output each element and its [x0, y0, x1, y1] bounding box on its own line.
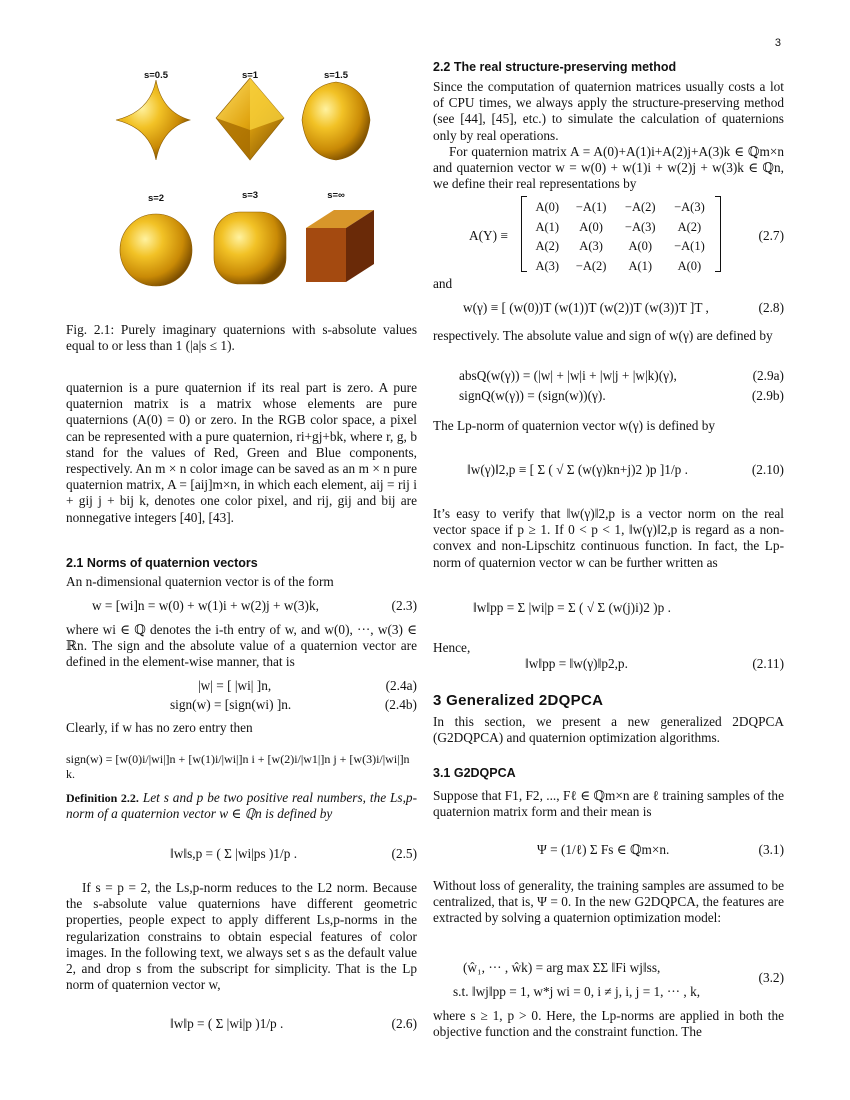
- matrix-cell: A(1): [628, 258, 653, 273]
- figure-caption: Fig. 2.1: Purely imaginary quaternions with s-absolute values equal to or less than 1 (|a|s ≤ 1).: [66, 322, 417, 354]
- section-2-1-heading: 2.1 Norms of quaternion vectors: [66, 556, 258, 570]
- shape-s2: [120, 214, 192, 286]
- section-2-2-heading: 2.2 The real structure-preserving method: [433, 60, 677, 74]
- right-para-5: It’s easy to verify that ‖w(γ)‖2,p is a vector norm on the real vector space if p ≥ 1. If 0 < p < 1, ‖w(γ)‖2,p is regard as a non-convex and non-Lipschitz continuous function. In fact, the Lp-norm of quaternion vector w can be further written as: [433, 506, 784, 570]
- matrix-row: [528, 257, 714, 277]
- matrix-cell: A(0): [579, 219, 603, 234]
- section-3-1-heading: 3.1 G2DQPCA: [433, 766, 516, 780]
- matrix-cell: A(2): [535, 239, 560, 253]
- equation-2-5: ‖w‖s,p = ( Σ |wi|ps )1/p .: [170, 846, 298, 861]
- matrix-cell: A(0): [677, 258, 702, 273]
- equation-2-3-number: (2.3): [391, 598, 417, 613]
- equation-2-11: ‖w‖pp = ‖w(γ)‖p2,p.: [525, 656, 628, 671]
- right-para-8: Without loss of generality, the training samples are assumed to be centralized, that is, Ψ = 0. In the new G2DQPCA, the features are extracted by solving a quaternion optimization model:: [433, 878, 784, 926]
- left-para-2: An n-dimensional quaternion vector is of the form: [66, 574, 334, 589]
- definition-head: Definition 2.2.: [66, 791, 139, 805]
- matrix-body: [528, 198, 714, 276]
- matrix-cell: A(2): [677, 219, 702, 234]
- matrix-cell: −A(1): [674, 239, 705, 253]
- equation-2-10: ‖w(γ)‖2,p ≡ [ Σ ( √ Σ (w(γ)kn+j)2 )p ]1/p .: [467, 462, 688, 477]
- equation-2-7-number: (2.7): [758, 228, 784, 243]
- label-sinf: s=∞: [327, 190, 345, 201]
- label-s05: s=0.5: [143, 70, 169, 81]
- equation-3-1: Ψ = (1/ℓ) Σ Fs ∈ ℚm×n.: [537, 842, 670, 857]
- figure-2-1: [66, 60, 417, 320]
- right-para-9: where s ≥ 1, p > 0. Here, the Lp-norms are applied in both the objective function and the constraint function. The: [433, 1008, 784, 1040]
- matrix-cell: A(0): [535, 200, 560, 214]
- equation-2-4b: sign(w) = [sign(wi) ]n.: [170, 697, 292, 712]
- equation-3-2-objective: (ŵ₁, ··· , ŵk) = arg max ΣΣ ‖Fi wj‖ss,: [463, 960, 661, 975]
- left-para-3: where wi ∈ ℚ denotes the i-th entry of w, and w(0), ···, w(3) ∈ ℝn. The sign and the absolute value of a quaternion vector are defined in the element-wise manner, that is: [66, 622, 417, 670]
- left-para-1: quaternion is a pure quaternion if its real part is zero. A pure quaternion matrix is a matrix whose elements are pure quaternions (A(0) = 0) or zero. In the RGB color space, a pixel can be represented with a pure quaternion, ri+gj+bk, where r, g, b stand for the values of Red, Green and Blue components, respectively. An m × n color image can be saved as an m × n pure quaternion matrix, A = [aij]m×n, in which each element, aij = rij i + gij j + bij k, denotes one color pixel, and rij, gij and bij are nonnegative integers [40], [43].: [66, 380, 417, 525]
- section-3-heading: 3 Generalized 2DQPCA: [433, 692, 604, 709]
- label-s15: s=1.5: [323, 70, 349, 81]
- matrix-cell: −A(1): [575, 200, 607, 214]
- right-para-6: In this section, we present a new generalized 2DQPCA (G2DQPCA) and quaternion optimization algorithms.: [433, 714, 784, 746]
- matrix-cell: −A(3): [674, 200, 705, 214]
- equation-2-6-number: (2.6): [391, 1016, 417, 1031]
- equation-3-2-constraint: s.t. ‖wj‖pp = 1, w*j wi = 0, i ≠ j, i, j = 1, ··· , k,: [453, 984, 701, 999]
- equation-3-2-number: (3.2): [758, 970, 784, 985]
- matrix-cell: A(3): [535, 258, 560, 273]
- equation-2-10-number: (2.10): [751, 462, 784, 477]
- equation-2-5-number: (2.5): [391, 846, 417, 861]
- matrix-cell: −A(3): [624, 219, 656, 234]
- equation-2-9a: absQ(w(γ)) = (|w| + |w|i + |w|j + |w|k)(γ),: [459, 368, 677, 383]
- shape-s15: [302, 82, 370, 160]
- page-number: 3: [774, 37, 781, 49]
- equation-2-9a-number: (2.9a): [752, 368, 784, 383]
- matrix-row: [528, 218, 714, 238]
- equation-2-8: w(γ) ≡ [ (w(0))T (w(1))T (w(2))T (w(3))T ]T ,: [463, 300, 709, 315]
- equation-3-1-number: (3.1): [758, 842, 784, 857]
- equation-2-9b-number: (2.9b): [751, 388, 784, 403]
- left-para-5: If s = p = 2, the Ls,p-norm reduces to the L2 norm. Because the s-absolute value quaternions have different geometric properties, people expect to apply different Ls,p-norms in the regularization constrains to obtain especial features of color images. In the following text, we always set s as the default value 2, and drop s from the subscript for simplicity. That is the Lp norm of quaternion vector w,: [66, 880, 417, 993]
- right-para-3: respectively. The absolute value and sign of w(γ) are defined by: [433, 328, 773, 343]
- matrix-row: [528, 237, 714, 257]
- equation-norm-expansion: ‖w‖pp = Σ |wi|p = Σ ( √ Σ (w(j)i)2 )p .: [473, 600, 671, 615]
- shape-s3: [214, 212, 286, 284]
- label-s1: s=1: [241, 70, 259, 81]
- matrix-cell: −A(2): [624, 200, 656, 214]
- right-para-4: The Lp-norm of quaternion vector w(γ) is defined by: [433, 418, 716, 433]
- and-text: and: [433, 276, 453, 291]
- equation-2-8-number: (2.8): [758, 300, 784, 315]
- definition-2-2: [66, 790, 417, 822]
- label-s2: s=2: [147, 193, 165, 204]
- matrix-row: [528, 198, 714, 218]
- equation-2-4b-number: (2.4b): [384, 697, 417, 712]
- equation-2-4a: |w| = [ |wi| ]n,: [198, 678, 272, 693]
- matrix-cell: A(3): [579, 239, 603, 253]
- shape-s05: [116, 80, 190, 160]
- equation-2-11-number: (2.11): [752, 656, 784, 671]
- matrix-cell: A(1): [535, 219, 560, 234]
- matrix-2-7: [521, 196, 721, 272]
- definition-body: Let s and p be two positive real numbers, the Ls,p-norm of a quaternion vector w ∈ ℚn is defined by: [66, 790, 417, 822]
- right-para-1: Since the computation of quaternion matrices usually costs a lot of CPU times, we always apply the structure-preserving method (see [44], [45], etc.) to simulate the calculation of quaternions only by real operations.: [433, 79, 784, 143]
- right-para-7: Suppose that F1, F2, ..., Fℓ ∈ ℚm×n are ℓ training samples of the quaternion matrix form and their mean is: [433, 788, 784, 820]
- equation-2-3: w = [wi]n = w(0) + w(1)i + w(2)j + w(3)k,: [92, 598, 319, 613]
- equation-2-9b: signQ(w(γ)) = (sign(w))(γ).: [459, 388, 606, 403]
- label-s3: s=3: [241, 190, 259, 201]
- equation-2-7-lhs: A(Υ) ≡: [469, 228, 508, 243]
- shape-sinf: [306, 210, 374, 282]
- equation-sign-w: sign(w) = [w(0)i/|wi|]n + [w(1)i/|wi|]n i + [w(2)i/|w1|]n j + [w(3)i/|wi|]n k.: [66, 752, 410, 781]
- hence-text: Hence,: [433, 640, 471, 655]
- shape-s1: [216, 78, 284, 160]
- right-para-2: For quaternion matrix A = A(0)+A(1)i+A(2)j+A(3)k ∈ ℚm×n and quaternion vector w = w(0) + w(1)i + w(2)j + w(3)k ∈ ℚn, we define their real representations by: [433, 144, 784, 192]
- equation-2-6: ‖w‖p = ( Σ |wi|p )1/p .: [170, 1016, 284, 1031]
- matrix-cell: −A(2): [575, 258, 607, 273]
- left-para-4: Clearly, if w has no zero entry then: [66, 720, 253, 735]
- equation-2-4a-number: (2.4a): [385, 678, 417, 693]
- matrix-table: [528, 198, 714, 276]
- matrix-cell: A(0): [628, 239, 653, 253]
